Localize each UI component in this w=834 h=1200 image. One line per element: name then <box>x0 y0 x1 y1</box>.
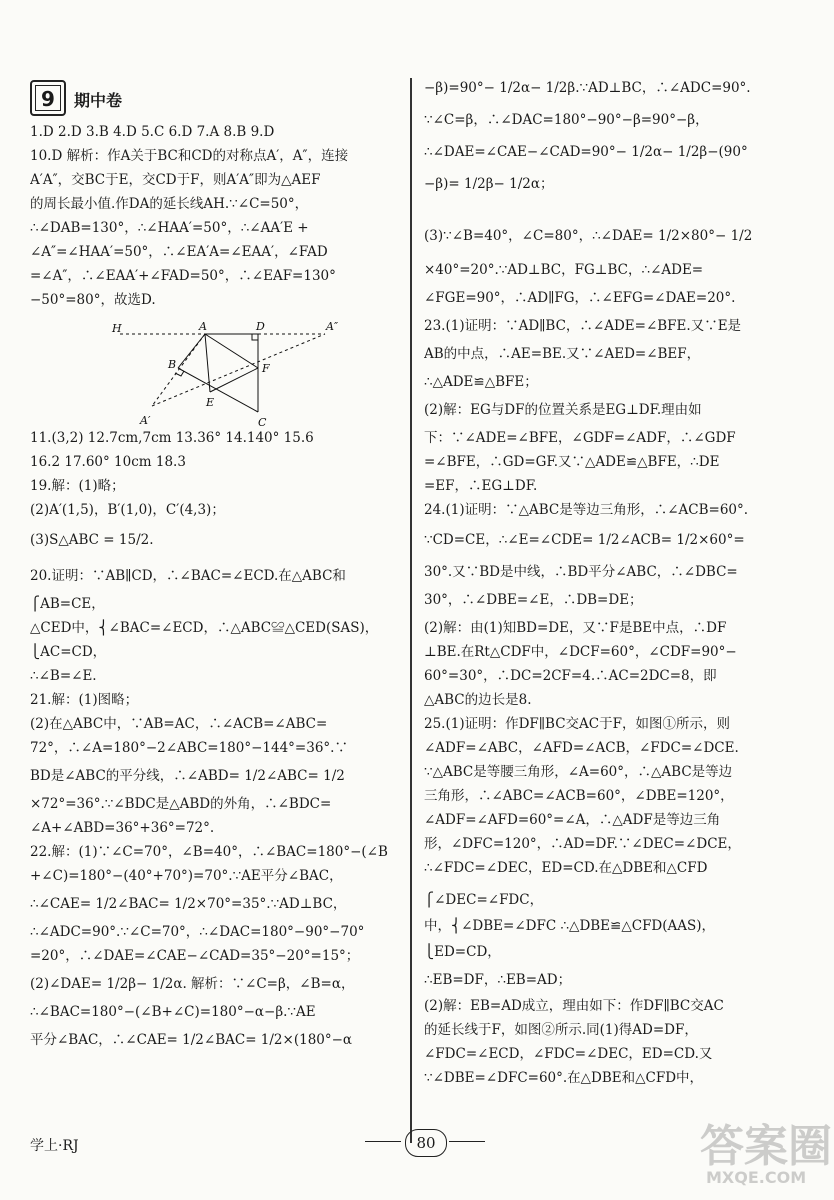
answer-line: △ABC的边长是8. <box>424 692 532 708</box>
answer-line: ∴∠DAE=∠CAE−∠CAD=90°− 1/2α− 1/2β−(90° <box>424 144 748 160</box>
segment-af <box>205 334 258 368</box>
answer-line: 25.(1)证明：作DF∥BC交AC于F，如图①所示，则 <box>424 716 730 732</box>
answer-line: 22.解：(1)∵∠C=70°，∠B=40°，∴∠BAC=180°−(∠B <box>30 844 388 860</box>
answer-line: ∵∠C=β，∴∠DAC=180°−90°−β=90°−β， <box>424 112 709 128</box>
answer-line: 30°，∴∠DBE=∠E，∴DB=DE； <box>424 592 643 608</box>
ornament-line-left <box>365 1141 401 1142</box>
section-number-badge <box>30 80 66 116</box>
answer-line: 30°.又∵BD是中线，∴BD平分∠ABC，∴∠DBC= <box>424 564 738 580</box>
answer-line: ⎧AB=CE， <box>30 596 105 612</box>
answer-line: 下：∵∠ADE=∠BFE，∠GDF=∠ADF，∴∠GDF <box>424 430 736 446</box>
answer-line: 的周长最小值.作DA的延长线AH.∵∠C=50°， <box>30 196 309 212</box>
answer-line: 10.D 解析：作A关于BC和CD的对称点A′，A″，连接 <box>30 148 349 164</box>
answer-line: 1.D 2.D 3.B 4.D 5.C 6.D 7.A 8.B 9.D <box>30 124 275 140</box>
label-d: D <box>256 320 265 333</box>
right-angle-b <box>175 371 184 376</box>
answer-line: −50°=80°，故选D. <box>30 292 156 308</box>
answer-line: ∵△ABC是等腰三角形，∠A=60°，∴△ABC是等边 <box>424 764 733 780</box>
answer-line: (2)解：EG与DF的位置关系是EG⊥DF.理由如 <box>424 402 702 418</box>
watermark-sub: MXQE.COM <box>706 1168 807 1187</box>
answer-line: ∠FDC=∠ECD，∠FDC=∠DEC，ED=CD.又 <box>424 1046 713 1062</box>
answer-line: 60°=30°，∴DC=2CF=4.∴AC=2DC=8，即 <box>424 668 717 684</box>
answer-line: (3)S△ABC = 15/2. <box>30 532 154 548</box>
page-number: 80 <box>405 1129 447 1157</box>
answer-line: 的延长线于F，如图②所示.同(1)得AD=DF， <box>424 1022 698 1038</box>
answer-line: 三角形，∴∠ABC=∠ACB=60°，∠DBE=120°， <box>424 788 734 804</box>
label-b: B <box>168 358 177 371</box>
answer-line: −β)= 1/2β− 1/2α； <box>424 176 554 192</box>
answer-line: 23.(1)证明：∵AD∥BC，∴∠ADE=∠BFE.又∵E是 <box>424 318 742 334</box>
answer-line: 19.解：(1)略； <box>30 478 125 494</box>
answer-line: (3)∵∠B=40°，∠C=80°，∴∠DAE= 1/2×80°− 1/2 <box>424 228 753 244</box>
label-a: A <box>199 320 207 333</box>
answer-line: ∴∠DAB=130°，∴∠HAA′=50°，∴∠AA′E + <box>30 220 309 236</box>
answer-line: ∵CD=CE，∴∠E=∠CDE= 1/2∠ACB= 1/2×60°= <box>424 532 745 548</box>
page-number-ornament <box>365 1125 485 1161</box>
segment-a-a1 <box>152 334 205 406</box>
answer-line: ⎩AC=CD， <box>30 644 107 660</box>
answer-line: ∴△ADE≌△BFE； <box>424 374 538 390</box>
answer-line: 平分∠BAC，∴∠CAE= 1/2∠BAC= 1/2×(180°−α <box>30 1032 353 1048</box>
answer-line: +∠C)=180°−(40°+70°)=70°.∵AE平分∠BAC， <box>30 868 343 884</box>
answer-line: 形，∠DFC=120°，∴AD=DF.∵∠DEC=∠DCE， <box>424 836 741 852</box>
answer-line: AB的中点，∴AE=BE.又∵∠AED=∠BEF， <box>424 346 701 362</box>
label-h: H <box>112 322 122 335</box>
answer-line: BD是∠ABC的平分线，∴∠ABD= 1/2∠ABC= 1/2 <box>30 768 345 784</box>
answer-line: =20°，∴∠DAE=∠CAE−∠CAD=35°−20°=15°； <box>30 948 360 964</box>
ornament-line-right <box>449 1141 485 1142</box>
answer-line: 16.2 17.60° 10cm 18.3 <box>30 454 186 470</box>
watermark-main: 答案圈 <box>700 1121 832 1172</box>
answer-line: 中，⎨∠DBE=∠DFC ∴△DBE≌△CFD(AAS)， <box>424 918 716 934</box>
answer-line: 11.(3,2) 12.7cm,7cm 13.36° 14.140° 15.6 <box>30 430 314 446</box>
answer-line: ×40°=20°.∵AD⊥BC，FG⊥BC，∴∠ADE= <box>424 262 704 278</box>
answer-line: ∴∠B=∠E. <box>30 668 97 684</box>
right-angle-d <box>252 334 258 340</box>
answer-line: (2)A′(1,5)，B′(1,0)，C′(4,3)； <box>30 502 225 518</box>
answer-line: (2)∠DAE= 1/2β− 1/2α. 解析：∵∠C=β，∠B=α， <box>30 976 355 992</box>
answer-line: (2)在△ABC中，∵AB=AC，∴∠ACB=∠ABC= <box>30 716 328 732</box>
answer-line: △CED中，⎨∠BAC=∠ECD，∴△ABC≌△CED(SAS)， <box>30 620 379 636</box>
answer-line: ∵∠DBE=∠DFC=60°.在△DBE和△CFD中， <box>424 1070 704 1086</box>
answer-line: (2)解：由(1)知BD=DE，又∵F是BE中点，∴DF <box>424 620 727 636</box>
answer-line: ⎩ED=CD， <box>424 944 501 960</box>
answer-line: ∠A+∠ABD=36°+36°=72°. <box>30 820 215 836</box>
answer-line: ∠A″=∠HAA′=50°，∴∠EA′A=∠EAA′，∠FAD <box>30 244 328 260</box>
label-a1: A′ <box>140 414 151 427</box>
answer-line: =∠BFE，∴GD=GF.又∵△ADE≌△BFE，∴DE <box>424 454 720 470</box>
segment-ef <box>210 368 258 392</box>
answer-line: ∠FGE=90°，∴AD∥FG，∴∠EFG=∠DAE=20°. <box>424 290 736 306</box>
geometry-figure <box>110 320 350 432</box>
answer-line: (2)解：EB=AD成立，理由如下：作DF∥BC交AC <box>424 998 724 1014</box>
answer-line: =EF，∴EG⊥DF. <box>424 478 538 494</box>
segment-a1-a2 <box>152 334 325 406</box>
answer-line: ∠ADF=∠AFD=60°=∠A，∴△ADF是等边三角 <box>424 812 721 828</box>
answer-line: ⎧∠DEC=∠FDC， <box>424 892 544 908</box>
answer-line: ∴∠BAC=180°−(∠B+∠C)=180°−α−β.∵AE <box>30 1004 316 1020</box>
watermark-logo <box>700 1110 830 1200</box>
answer-line: ∴EB=DF，∴EB=AD； <box>424 972 572 988</box>
answer-line: ⊥BE.在Rt△CDF中，∠DCF=60°，∠CDF=90°− <box>424 644 737 660</box>
segment-bc <box>178 368 258 412</box>
answer-line: A′A″，交BC于E，交CD于F，则A′A″即为△AEF <box>30 172 321 188</box>
answer-line: ∴∠CAE= 1/2∠BAC= 1/2×70°=35°.∵AD⊥BC， <box>30 896 347 912</box>
answer-line: 72°，∴∠A=180°−2∠ABC=180°−144°=36°.∵ <box>30 740 348 756</box>
footer-label: 学上·RJ <box>30 1138 79 1154</box>
answer-line: ×72°=36°.∵∠BDC是△ABD的外角，∴∠BDC= <box>30 796 332 812</box>
section-title: 期中卷 <box>74 91 123 110</box>
label-e: E <box>206 396 215 409</box>
answer-line: 21.解：(1)图略； <box>30 692 139 708</box>
answer-line: ∴∠ADC=90°.∵∠C=70°，∴∠DAC=180°−90°−70° <box>30 924 365 940</box>
answer-line: =∠A″，∴∠EAA′+∠FAD=50°，∴∠EAF=130° <box>30 268 336 284</box>
label-a2: A″ <box>326 320 339 333</box>
section-number: 9 <box>35 85 61 111</box>
answer-line: −β)=90°− 1/2α− 1/2β.∵AD⊥BC，∴∠ADC=90°. <box>424 80 751 96</box>
answer-line: 24.(1)证明：∵△ABC是等边三角形，∴∠ACB=60°. <box>424 502 749 518</box>
column-divider <box>410 78 412 1143</box>
answer-line: ∴∠FDC=∠DEC，ED=CD.在△DBE和△CFD <box>424 860 708 876</box>
label-f: F <box>262 362 270 375</box>
label-c: C <box>258 416 267 429</box>
answer-line: ∠ADF=∠ABC，∠AFD=∠ACB，∠FDC=∠DCE. <box>424 740 739 756</box>
answer-line: 20.证明：∵AB∥CD，∴∠BAC=∠ECD.在△ABC和 <box>30 568 346 584</box>
